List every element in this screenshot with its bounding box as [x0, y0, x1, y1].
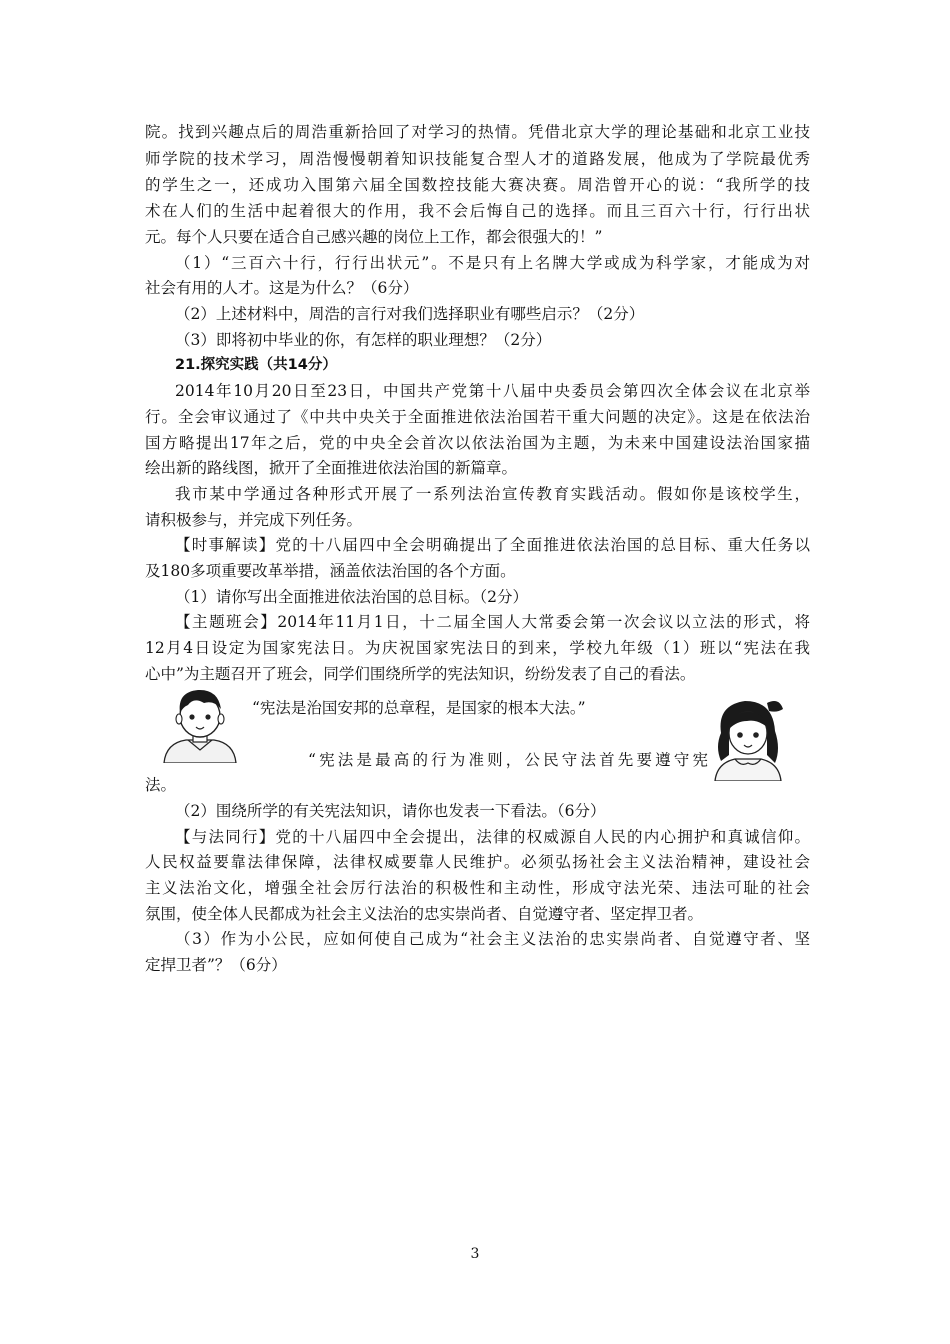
question-20-1: （1）“三百六十行，行行出状元”。不是只有上名牌大学或成为科学家，才能成为对 [175, 254, 810, 272]
paragraph-line: 2014年10月20日至23日，中国共产党第十八届中央委员会第四次全体会议在北京举 [175, 382, 810, 400]
girl-avatar [707, 693, 789, 781]
paragraph-line: 心中”为主题召开了班会，同学们围绕所学的宪法知识，纷纷发表了自己的看法。 [145, 665, 696, 683]
question-20-3: （3）即将初中毕业的你，有怎样的职业理想？（2分） [175, 331, 552, 349]
question-20-1-cont: 社会有用的人才。这是为什么？（6分） [145, 279, 419, 297]
girl-quote-cont: 法。 [145, 776, 177, 794]
paragraph-line: 行。全会审议通过了《中共中央关于全面推进依法治国若干重大问题的决定》。这是在依法治 [145, 408, 810, 426]
boy-avatar [160, 683, 240, 763]
paragraph-line: 12月4日设定为国家宪法日。为庆祝国家宪法日的到来，学校九年级（1）班以“宪法在我 [145, 639, 810, 657]
paragraph-line: 【主题班会】2014年11月1日，十二届全国人大常委会第一次会议以立法的形式，将 [175, 613, 810, 631]
paragraph-line: 人民权益要靠法律保障，法律权威要靠人民维护。必须弘扬社会主义法治精神，建设社会 [145, 853, 810, 871]
paragraph-line: 院。找到兴趣点后的周浩重新拾回了对学习的热情。凭借北京大学的理论基础和北京工业技 [145, 123, 810, 141]
paragraph-line: 氛围，使全体人民都成为社会主义法治的忠实崇尚者、自觉遵守者、坚定捍卫者。 [145, 905, 704, 923]
girl-quote: “宪法是最高的行为准则，公民守法首先要遵守宪 [308, 751, 708, 769]
paragraph-line: 及180多项重要改革举措，涵盖依法治国的各个方面。 [145, 562, 516, 580]
paragraph-line: 国方略提出17年之后，党的中央全会首次以依法治国为主题，为未来中国建设法治国家描 [145, 434, 810, 452]
paragraph-line: 【时事解读】党的十八届四中全会明确提出了全面推进依法治国的总目标、重大任务以 [175, 536, 810, 554]
question-21-2: （2）围绕所学的有关宪法知识，请你也发表一下看法。（6分） [175, 802, 606, 820]
paragraph-line: 术在人们的生活中起着很大的作用，我不会后悔自己的选择。而且三百六十行，行行出状 [145, 202, 810, 220]
question-21-1: （1）请你写出全面推进依法治国的总目标。（2分） [175, 588, 528, 606]
question-21-3-cont: 定捍卫者”？（6分） [145, 956, 287, 974]
paragraph-line: 师学院的技术学习，周浩慢慢朝着知识技能复合型人才的道路发展，他成为了学院最优秀 [145, 150, 810, 168]
question-20-2: （2）上述材料中，周浩的言行对我们选择职业有哪些启示？（2分） [175, 305, 645, 323]
paragraph-line: 主义法治文化，增强全社会厉行法治的积极性和主动性，形成守法光荣、违法可耻的社会 [145, 879, 810, 897]
paragraph-line: 绘出新的路线图，掀开了全面推进依法治国的新篇章。 [145, 459, 518, 477]
paragraph-line: 请积极参与，并完成下列任务。 [145, 511, 363, 529]
paragraph-line: 元。每个人只要在适合自己感兴趣的岗位上工作，都会很强大的！” [145, 228, 603, 246]
paragraph-line: 的学生之一，还成功入围第六届全国数控技能大赛决赛。周浩曾开心的说：“我所学的技 [145, 176, 810, 194]
question-21-3: （3）作为小公民，应如何使自己成为“社会主义法治的忠实崇尚者、自觉遵守者、坚 [175, 930, 810, 948]
paragraph-line: 【与法同行】党的十八届四中全会提出，法律的权威源自人民的内心拥护和真诚信仰。 [175, 828, 810, 846]
question-21-title: 21.探究实践（共14分） [175, 357, 337, 373]
boy-quote: “宪法是治国安邦的总章程，是国家的根本大法。” [252, 699, 586, 717]
paragraph-line: 我市某中学通过各种形式开展了一系列法治宣传教育实践活动。假如你是该校学生， [175, 485, 810, 503]
page-number: 3 [470, 1246, 480, 1262]
